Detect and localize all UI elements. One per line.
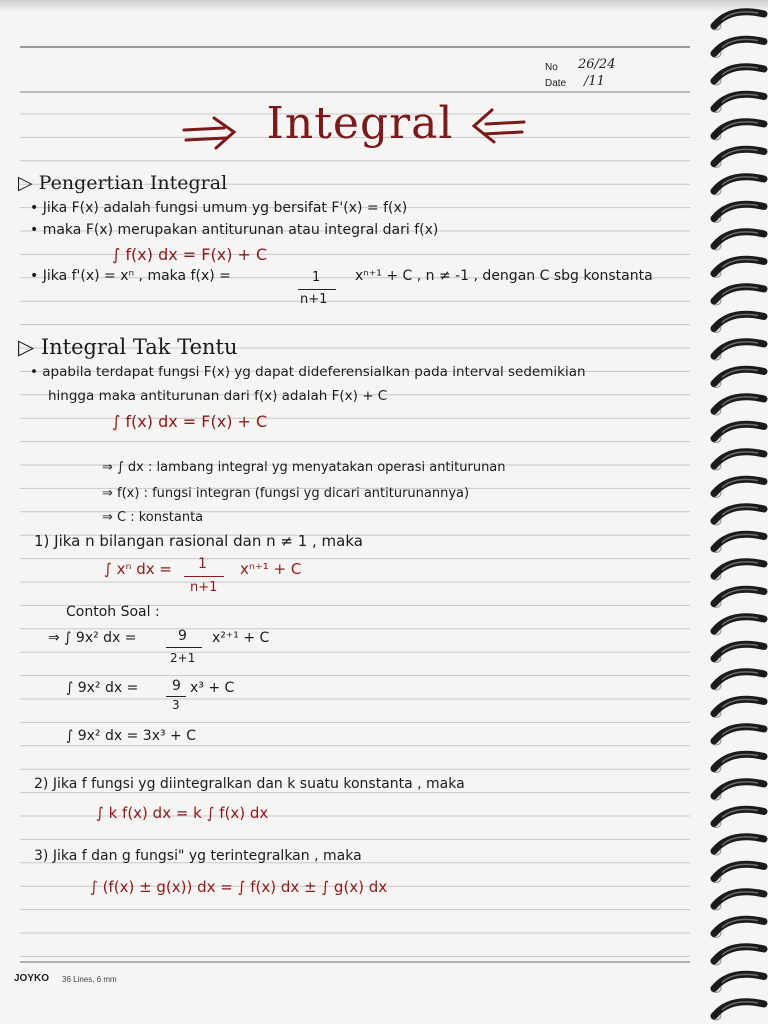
s1-fraction-bar xyxy=(298,289,336,290)
no-value: 26/24 xyxy=(578,57,616,72)
spiral-ring xyxy=(714,534,764,548)
contoh-line2-b: x³ + C xyxy=(190,680,235,696)
s1-fraction-den: n+1 xyxy=(300,292,328,307)
rule3-text: 3) Jika f dan g fungsi" yg terintegralkan , maka xyxy=(34,848,362,864)
spiral-ring xyxy=(714,507,764,521)
spiral-ring xyxy=(714,892,764,906)
rule1-fraction-bar xyxy=(184,576,224,577)
s2-note-1: ⇒ ∫ dx : lambang integral yg menyatakan operasi antiturunan xyxy=(102,460,506,475)
rule1-formula-a: ∫ xⁿ dx = xyxy=(104,560,172,578)
spiral-ring xyxy=(714,369,764,383)
spiral-ring xyxy=(714,809,764,823)
s2-formula-1: ∫ f(x) dx = F(x) + C xyxy=(112,412,268,431)
spiral-ring xyxy=(714,479,764,493)
triangle-bullet-icon: ▷ xyxy=(18,172,39,194)
date-value: /11 xyxy=(584,74,605,89)
spiral-ring xyxy=(714,287,764,301)
spiral-ring xyxy=(714,12,764,26)
spiral-ring xyxy=(714,699,764,713)
contoh-line1-den: 2+1 xyxy=(170,651,196,665)
spiral-ring xyxy=(714,259,764,273)
spiral-ring xyxy=(714,39,764,53)
spiral-ring xyxy=(714,562,764,576)
rule2-formula: ∫ k f(x) dx = k ∫ f(x) dx xyxy=(96,804,269,822)
s2-bullet-1-cont: hingga maka antiturunan dari f(x) adalah F(x) + C xyxy=(48,388,388,404)
contoh-line3: ∫ 9x² dx = 3x³ + C xyxy=(66,728,197,744)
spiral-ring xyxy=(714,727,764,741)
spiral-ring xyxy=(714,122,764,136)
spiral-ring xyxy=(714,1002,764,1016)
contoh-line2-bar xyxy=(166,696,186,697)
page-title: Integral xyxy=(266,98,454,149)
rule1-num: 1 xyxy=(198,556,207,572)
section2-heading-text: Integral Tak Tentu xyxy=(40,335,238,359)
spiral-ring xyxy=(714,452,764,466)
spiral-ring xyxy=(714,974,764,988)
spiral-ring xyxy=(714,314,764,328)
contoh-label: Contoh Soal : xyxy=(66,604,160,620)
contoh-line1-bar xyxy=(166,647,202,648)
s1-formula-1: ∫ f(x) dx = F(x) + C xyxy=(112,245,268,264)
spiral-ring xyxy=(714,919,764,933)
spiral-ring xyxy=(714,644,764,658)
spiral-ring xyxy=(714,232,764,246)
spiral-ring xyxy=(714,149,764,163)
s1-fraction-num: 1 xyxy=(312,270,321,285)
contoh-line2-num: 9 xyxy=(172,678,181,694)
section1-heading-text: Pengertian Integral xyxy=(38,172,228,194)
spiral-ring xyxy=(714,617,764,631)
spiral-binding xyxy=(700,0,768,1024)
title-arrow-right-icon xyxy=(468,106,528,146)
section1-heading xyxy=(18,172,227,194)
spiral-ring xyxy=(714,397,764,411)
spiral-ring xyxy=(714,204,764,218)
spiral-ring xyxy=(714,67,764,81)
contoh-line1-num: 9 xyxy=(178,628,187,644)
s1-bullet-3: • Jika f'(x) = xⁿ , maka f(x) = xyxy=(30,268,231,284)
s1-bullet-3-rest: xⁿ⁺¹ + C , n ≠ -1 , dengan C sbg konstanta xyxy=(355,268,653,284)
s2-note-2: ⇒ f(x) : fungsi integran (fungsi yg dicari antiturunannya) xyxy=(102,486,470,501)
s1-bullet-1: • Jika F(x) adalah fungsi umum yg bersifat F'(x) = f(x) xyxy=(30,200,408,216)
no-label: No xyxy=(545,62,558,73)
spiral-ring xyxy=(714,947,764,961)
spiral-ring xyxy=(714,589,764,603)
spiral-ring xyxy=(714,864,764,878)
spiral-ring xyxy=(714,782,764,796)
contoh-line1-a: ⇒ ∫ 9x² dx = xyxy=(48,630,137,646)
spiral-ring xyxy=(714,754,764,768)
date-label: Date xyxy=(545,78,567,89)
contoh-line1-b: x²⁺¹ + C xyxy=(212,630,270,646)
triangle-bullet-icon-2: ▷ xyxy=(18,335,41,359)
spiral-ring xyxy=(714,672,764,686)
spiral-ring xyxy=(714,177,764,191)
rule2-text: 2) Jika f fungsi yg diintegralkan dan k suatu konstanta , maka xyxy=(34,776,465,792)
s2-note-3: ⇒ C : konstanta xyxy=(102,510,204,525)
s1-bullet-2: • maka F(x) merupakan antiturunan atau integral dari f(x) xyxy=(30,222,439,238)
rule1-den: n+1 xyxy=(190,580,218,595)
spiral-ring xyxy=(714,837,764,851)
contoh-line2-a: ∫ 9x² dx = xyxy=(66,680,139,696)
spiral-ring xyxy=(714,94,764,108)
rule3-formula: ∫ (f(x) ± g(x)) dx = ∫ f(x) dx ± ∫ g(x) dx xyxy=(90,878,388,896)
rule1-text: 1) Jika n bilangan rasional dan n ≠ 1 , maka xyxy=(34,532,363,550)
brand-logo: JOYKO xyxy=(14,973,50,984)
spiral-ring xyxy=(714,342,764,356)
brand-lines-info: 36 Lines, 6 mm xyxy=(62,975,117,984)
contoh-line2-den: 3 xyxy=(172,698,180,712)
spiral-ring xyxy=(714,424,764,438)
s2-bullet-1: • apabila terdapat fungsi F(x) yg dapat dideferensialkan pada interval sedemikian xyxy=(30,364,586,380)
section2-heading xyxy=(18,335,238,359)
rule1-formula-b: xⁿ⁺¹ + C xyxy=(240,560,302,578)
